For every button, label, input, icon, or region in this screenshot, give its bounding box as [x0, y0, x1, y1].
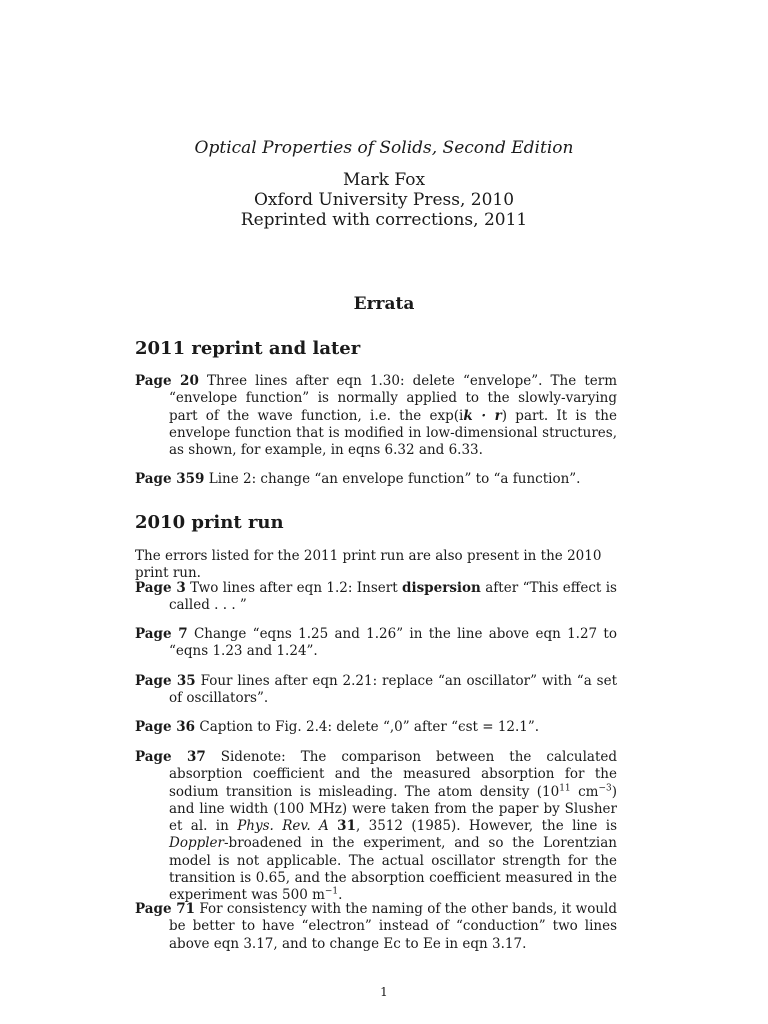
- publication-info: [0, 190, 768, 230]
- erratum-text: For consistency with the naming of the other bands, it would be better to have “electron” instead of “conduction” two lines above eqn 3.17, and to change Ec to Ee in eqn 3.17.: [169, 901, 617, 952]
- erratum-text: , 3512 (1985). However, the line is: [355, 818, 618, 835]
- page-number: 1: [380, 985, 388, 999]
- erratum-page-359: [135, 471, 617, 488]
- journal-volume: 31: [337, 818, 356, 835]
- superscript: −3: [598, 783, 612, 794]
- publisher-line: Oxford University Press, 2010: [253, 190, 515, 210]
- erratum-text: Two lines after eqn 1.2: Insert: [190, 580, 403, 596]
- erratum-page-label: Page 35: [135, 673, 196, 689]
- erratum-page-label: Page 37: [135, 749, 206, 765]
- journal-name: Phys. Rev. A: [237, 818, 329, 835]
- erratum-text: Line 2: change “an envelope function” to “a function”.: [208, 471, 581, 487]
- erratum-text: .: [338, 887, 343, 904]
- erratum-text: Three lines after eqn 1.30: delete “envelope”. The term “envelope function” is normally applied to the slowly-varying part of the wave function, i.e. the exp(i: [169, 373, 617, 424]
- erratum-text: ) part. It is the envelope function that is modified in low-dimensional structures, as shown, for example, in eqns 6.32 and 6.33.: [169, 407, 617, 459]
- errata-heading: Errata: [353, 294, 415, 314]
- section-heading-2011: 2011 reprint and later: [135, 338, 361, 359]
- erratum-text: Four lines after eqn 2.21: replace “an oscillator” with “a set of oscillators”.: [169, 673, 617, 707]
- erratum-page-37: [135, 749, 617, 905]
- section-intro: The errors listed for the 2011 print run are also present in the 2010 print run.: [135, 548, 602, 581]
- erratum-page-7: [135, 626, 617, 661]
- erratum-page-35: [135, 673, 617, 708]
- erratum-text: Caption to Fig. 2.4: delete “,0” after “ϵst = 12.1”.: [199, 719, 540, 735]
- erratum-page-label: Page 36: [135, 719, 196, 735]
- erratum-text: Change “eqns 1.25 and 1.26” in the line above eqn 1.27 to “eqns 1.23 and 1.24”.: [169, 626, 617, 660]
- erratum-page-label: Page 20: [135, 373, 199, 389]
- superscript: −1: [324, 886, 339, 897]
- erratum-page-label: Page 359: [135, 471, 205, 487]
- erratum-page-label: Page 7: [135, 626, 188, 642]
- reprint-line: Reprinted with corrections, 2011: [240, 210, 528, 230]
- erratum-page-36: [135, 719, 617, 736]
- erratum-page-20: [135, 373, 617, 459]
- erratum-math: k · r: [463, 407, 502, 424]
- erratum-page-3: [135, 580, 617, 615]
- erratum-page-71: [135, 901, 617, 953]
- erratum-text: -broadened in the experiment, and so the Lorentzian model is not applicable. The actual oscillator strength for the transition is 0.65, and the absorption coefficient measured in the experiment was 500 m: [169, 835, 617, 904]
- book-title: Optical Properties of Solids, Second Edition: [194, 138, 574, 158]
- erratum-text: Sidenote: The comparison between the calculated absorption coefficient and the measured absorption for the sodium transition is misleading. The atom density (10: [169, 749, 617, 800]
- erratum-text: ) and line width (100 MHz) were taken from the paper by Slusher et al. in: [169, 783, 617, 835]
- emphasized-term: Doppler: [169, 835, 224, 852]
- section-heading-2010: 2010 print run: [135, 512, 284, 533]
- erratum-page-label: Page 71: [135, 901, 196, 917]
- erratum-bold-term: dispersion: [402, 580, 481, 596]
- erratum-text: cm: [570, 783, 599, 800]
- book-author: Mark Fox: [342, 170, 426, 190]
- superscript: 11: [559, 783, 571, 794]
- erratum-page-label: Page 3: [135, 580, 186, 596]
- erratum-text: after “This effect is called . . . ”: [169, 580, 617, 614]
